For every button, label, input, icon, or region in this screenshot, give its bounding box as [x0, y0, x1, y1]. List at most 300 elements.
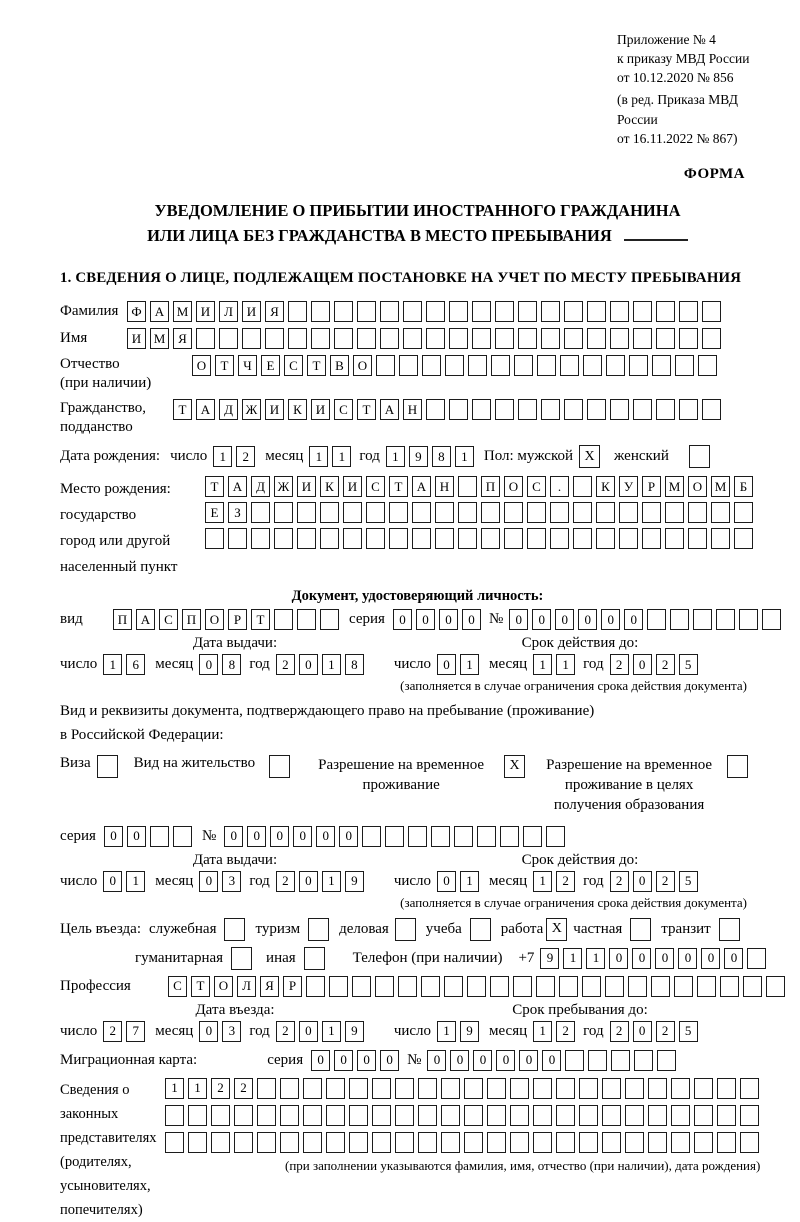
char-cell[interactable] [633, 328, 652, 349]
char-cell[interactable] [711, 502, 730, 523]
char-cell[interactable] [675, 355, 694, 376]
char-cell[interactable]: 0 [299, 871, 318, 892]
char-cell[interactable]: 1 [322, 871, 341, 892]
char-cell[interactable] [211, 1105, 230, 1126]
char-cell[interactable]: 0 [542, 1050, 561, 1071]
char-cell[interactable] [559, 976, 578, 997]
char-cell[interactable] [320, 502, 339, 523]
char-cell[interactable] [656, 328, 675, 349]
char-cell[interactable]: 3 [222, 871, 241, 892]
char-cell[interactable]: С [159, 609, 178, 630]
char-cell[interactable] [165, 1105, 184, 1126]
char-cell[interactable]: М [173, 301, 192, 322]
char-cell[interactable] [412, 528, 431, 549]
char-cell[interactable]: 0 [199, 871, 218, 892]
char-cell[interactable] [602, 1105, 621, 1126]
char-cell[interactable] [628, 976, 647, 997]
char-cell[interactable] [740, 1105, 759, 1126]
char-cell[interactable]: О [205, 609, 224, 630]
char-cell[interactable]: А [196, 399, 215, 420]
char-cell[interactable] [349, 1132, 368, 1153]
char-cell[interactable] [412, 502, 431, 523]
checkbox-visa[interactable] [97, 755, 118, 778]
char-cell[interactable] [648, 1105, 667, 1126]
char-cell[interactable] [274, 609, 293, 630]
char-cell[interactable] [234, 1132, 253, 1153]
char-cell[interactable] [481, 502, 500, 523]
char-cell[interactable] [288, 328, 307, 349]
char-cell[interactable] [219, 328, 238, 349]
char-cell[interactable]: 0 [633, 871, 652, 892]
char-cell[interactable] [329, 976, 348, 997]
char-cell[interactable] [395, 1078, 414, 1099]
char-cell[interactable] [477, 826, 496, 847]
char-cell[interactable]: И [265, 399, 284, 420]
char-cell[interactable] [550, 528, 569, 549]
char-cell[interactable] [257, 1078, 276, 1099]
char-cell[interactable] [665, 528, 684, 549]
char-cell[interactable]: 0 [555, 609, 574, 630]
checkbox-purpose-business[interactable] [395, 918, 416, 941]
char-cell[interactable] [408, 826, 427, 847]
char-cell[interactable]: С [284, 355, 303, 376]
char-cell[interactable] [533, 1132, 552, 1153]
char-cell[interactable] [537, 355, 556, 376]
char-cell[interactable] [366, 502, 385, 523]
char-cell[interactable]: 2 [656, 654, 675, 675]
char-cell[interactable] [546, 826, 565, 847]
char-cell[interactable]: 0 [724, 948, 743, 969]
char-cell[interactable] [573, 502, 592, 523]
char-cell[interactable]: 2 [556, 871, 575, 892]
char-cell[interactable] [495, 328, 514, 349]
char-cell[interactable] [611, 1050, 630, 1071]
char-cell[interactable] [642, 502, 661, 523]
char-cell[interactable]: 1 [460, 654, 479, 675]
char-cell[interactable] [334, 301, 353, 322]
char-cell[interactable]: 0 [633, 654, 652, 675]
char-cell[interactable] [297, 502, 316, 523]
char-cell[interactable] [349, 1105, 368, 1126]
char-cell[interactable] [441, 1078, 460, 1099]
char-cell[interactable] [449, 328, 468, 349]
char-cell[interactable]: 1 [309, 446, 328, 467]
char-cell[interactable] [389, 528, 408, 549]
char-cell[interactable]: 2 [276, 871, 295, 892]
char-cell[interactable] [464, 1105, 483, 1126]
char-cell[interactable] [395, 1105, 414, 1126]
char-cell[interactable]: И [297, 476, 316, 497]
char-cell[interactable]: 0 [270, 826, 289, 847]
char-cell[interactable]: Т [173, 399, 192, 420]
char-cell[interactable] [605, 976, 624, 997]
char-cell[interactable] [205, 528, 224, 549]
char-cell[interactable] [491, 355, 510, 376]
char-cell[interactable] [541, 399, 560, 420]
char-cell[interactable]: 9 [345, 871, 364, 892]
char-cell[interactable]: С [168, 976, 187, 997]
char-cell[interactable] [418, 1132, 437, 1153]
char-cell[interactable]: 0 [496, 1050, 515, 1071]
char-cell[interactable]: 0 [103, 871, 122, 892]
char-cell[interactable]: 0 [655, 948, 674, 969]
char-cell[interactable] [257, 1105, 276, 1126]
char-cell[interactable] [734, 502, 753, 523]
char-cell[interactable] [274, 528, 293, 549]
char-cell[interactable] [426, 399, 445, 420]
char-cell[interactable]: 2 [211, 1078, 230, 1099]
checkbox-purpose-private[interactable] [630, 918, 651, 941]
char-cell[interactable]: 9 [409, 446, 428, 467]
char-cell[interactable] [679, 328, 698, 349]
char-cell[interactable]: 8 [222, 654, 241, 675]
char-cell[interactable] [444, 976, 463, 997]
char-cell[interactable] [743, 976, 762, 997]
char-cell[interactable] [196, 328, 215, 349]
char-cell[interactable] [464, 1078, 483, 1099]
char-cell[interactable]: 0 [299, 654, 318, 675]
char-cell[interactable] [541, 328, 560, 349]
char-cell[interactable] [303, 1078, 322, 1099]
char-cell[interactable]: Т [205, 476, 224, 497]
char-cell[interactable] [671, 1105, 690, 1126]
char-cell[interactable]: А [150, 301, 169, 322]
char-cell[interactable]: 0 [701, 948, 720, 969]
char-cell[interactable] [504, 502, 523, 523]
char-cell[interactable] [606, 355, 625, 376]
char-cell[interactable]: 1 [455, 446, 474, 467]
char-cell[interactable] [762, 609, 781, 630]
char-cell[interactable] [441, 1105, 460, 1126]
checkbox-purpose-other[interactable] [304, 947, 325, 970]
char-cell[interactable] [711, 528, 730, 549]
checkbox-female[interactable] [689, 445, 710, 468]
checkbox-purpose-tourism[interactable] [308, 918, 329, 941]
char-cell[interactable] [697, 976, 716, 997]
char-cell[interactable]: П [481, 476, 500, 497]
char-cell[interactable]: Р [642, 476, 661, 497]
char-cell[interactable] [165, 1132, 184, 1153]
char-cell[interactable] [671, 1132, 690, 1153]
char-cell[interactable]: В [330, 355, 349, 376]
char-cell[interactable] [610, 301, 629, 322]
char-cell[interactable] [454, 826, 473, 847]
char-cell[interactable] [625, 1078, 644, 1099]
char-cell[interactable]: Ж [242, 399, 261, 420]
char-cell[interactable] [389, 502, 408, 523]
char-cell[interactable] [418, 1105, 437, 1126]
char-cell[interactable]: 1 [332, 446, 351, 467]
char-cell[interactable] [541, 301, 560, 322]
char-cell[interactable]: Н [435, 476, 454, 497]
char-cell[interactable] [242, 328, 261, 349]
char-cell[interactable] [449, 301, 468, 322]
char-cell[interactable] [421, 976, 440, 997]
char-cell[interactable] [426, 328, 445, 349]
char-cell[interactable] [490, 976, 509, 997]
char-cell[interactable]: 1 [533, 654, 552, 675]
char-cell[interactable] [665, 502, 684, 523]
char-cell[interactable]: С [366, 476, 385, 497]
char-cell[interactable] [487, 1132, 506, 1153]
char-cell[interactable]: О [192, 355, 211, 376]
char-cell[interactable] [717, 1105, 736, 1126]
char-cell[interactable] [435, 528, 454, 549]
char-cell[interactable] [579, 1078, 598, 1099]
char-cell[interactable]: Р [283, 976, 302, 997]
char-cell[interactable] [625, 1132, 644, 1153]
char-cell[interactable] [357, 328, 376, 349]
char-cell[interactable] [629, 355, 648, 376]
char-cell[interactable] [257, 1132, 276, 1153]
char-cell[interactable]: 2 [103, 1021, 122, 1042]
char-cell[interactable]: А [412, 476, 431, 497]
char-cell[interactable]: 2 [236, 446, 255, 467]
char-cell[interactable]: 0 [633, 1021, 652, 1042]
char-cell[interactable]: Д [219, 399, 238, 420]
char-cell[interactable] [481, 528, 500, 549]
char-cell[interactable] [527, 528, 546, 549]
checkbox-purpose-work[interactable]: X [546, 918, 567, 941]
char-cell[interactable] [366, 528, 385, 549]
char-cell[interactable]: 5 [679, 1021, 698, 1042]
char-cell[interactable] [380, 301, 399, 322]
char-cell[interactable]: 0 [437, 871, 456, 892]
char-cell[interactable] [633, 301, 652, 322]
char-cell[interactable]: 0 [532, 609, 551, 630]
char-cell[interactable]: 1 [556, 654, 575, 675]
char-cell[interactable] [311, 328, 330, 349]
char-cell[interactable] [449, 399, 468, 420]
char-cell[interactable] [587, 328, 606, 349]
char-cell[interactable] [588, 1050, 607, 1071]
char-cell[interactable] [702, 399, 721, 420]
char-cell[interactable]: 5 [679, 871, 698, 892]
char-cell[interactable] [533, 1078, 552, 1099]
char-cell[interactable] [716, 609, 735, 630]
char-cell[interactable] [688, 528, 707, 549]
char-cell[interactable]: 2 [656, 871, 675, 892]
char-cell[interactable]: 0 [427, 1050, 446, 1071]
char-cell[interactable]: . [550, 476, 569, 497]
char-cell[interactable] [372, 1105, 391, 1126]
char-cell[interactable] [150, 826, 169, 847]
char-cell[interactable]: 6 [126, 654, 145, 675]
char-cell[interactable]: Я [260, 976, 279, 997]
char-cell[interactable]: Я [173, 328, 192, 349]
char-cell[interactable] [297, 609, 316, 630]
char-cell[interactable]: 0 [293, 826, 312, 847]
char-cell[interactable] [642, 528, 661, 549]
char-cell[interactable]: 1 [533, 871, 552, 892]
char-cell[interactable] [458, 528, 477, 549]
char-cell[interactable]: Я [265, 301, 284, 322]
char-cell[interactable] [251, 528, 270, 549]
char-cell[interactable] [418, 1078, 437, 1099]
char-cell[interactable] [311, 301, 330, 322]
char-cell[interactable]: 0 [199, 1021, 218, 1042]
char-cell[interactable]: К [320, 476, 339, 497]
char-cell[interactable] [188, 1132, 207, 1153]
char-cell[interactable] [510, 1105, 529, 1126]
char-cell[interactable]: Т [251, 609, 270, 630]
char-cell[interactable]: И [311, 399, 330, 420]
char-cell[interactable] [357, 301, 376, 322]
char-cell[interactable] [679, 301, 698, 322]
char-cell[interactable] [564, 399, 583, 420]
char-cell[interactable]: Т [191, 976, 210, 997]
char-cell[interactable] [422, 355, 441, 376]
char-cell[interactable]: 0 [450, 1050, 469, 1071]
char-cell[interactable] [556, 1132, 575, 1153]
char-cell[interactable] [234, 1105, 253, 1126]
char-cell[interactable] [688, 502, 707, 523]
char-cell[interactable]: 0 [632, 948, 651, 969]
char-cell[interactable] [320, 609, 339, 630]
char-cell[interactable] [573, 476, 592, 497]
char-cell[interactable] [602, 1132, 621, 1153]
char-cell[interactable] [693, 609, 712, 630]
char-cell[interactable] [740, 1078, 759, 1099]
char-cell[interactable] [533, 1105, 552, 1126]
char-cell[interactable]: 2 [556, 1021, 575, 1042]
char-cell[interactable]: 8 [432, 446, 451, 467]
char-cell[interactable] [487, 1078, 506, 1099]
char-cell[interactable]: 1 [586, 948, 605, 969]
char-cell[interactable] [565, 1050, 584, 1071]
char-cell[interactable] [395, 1132, 414, 1153]
char-cell[interactable] [596, 528, 615, 549]
char-cell[interactable]: 0 [437, 654, 456, 675]
char-cell[interactable] [334, 328, 353, 349]
char-cell[interactable] [385, 826, 404, 847]
char-cell[interactable] [326, 1078, 345, 1099]
char-cell[interactable] [610, 399, 629, 420]
char-cell[interactable] [702, 301, 721, 322]
char-cell[interactable]: К [288, 399, 307, 420]
char-cell[interactable] [523, 826, 542, 847]
char-cell[interactable] [326, 1105, 345, 1126]
char-cell[interactable] [740, 1132, 759, 1153]
char-cell[interactable] [634, 1050, 653, 1071]
char-cell[interactable]: 0 [247, 826, 266, 847]
char-cell[interactable]: П [113, 609, 132, 630]
char-cell[interactable]: И [127, 328, 146, 349]
char-cell[interactable]: 0 [357, 1050, 376, 1071]
char-cell[interactable]: 2 [610, 654, 629, 675]
char-cell[interactable]: 0 [416, 609, 435, 630]
char-cell[interactable]: 0 [104, 826, 123, 847]
char-cell[interactable] [297, 528, 316, 549]
char-cell[interactable] [468, 355, 487, 376]
char-cell[interactable] [766, 976, 785, 997]
char-cell[interactable] [694, 1132, 713, 1153]
char-cell[interactable] [487, 1105, 506, 1126]
char-cell[interactable]: 1 [126, 871, 145, 892]
char-cell[interactable]: 2 [610, 871, 629, 892]
char-cell[interactable] [582, 976, 601, 997]
char-cell[interactable]: О [688, 476, 707, 497]
char-cell[interactable] [399, 355, 418, 376]
char-cell[interactable]: Е [205, 502, 224, 523]
char-cell[interactable]: 0 [199, 654, 218, 675]
char-cell[interactable] [343, 528, 362, 549]
char-cell[interactable] [349, 1078, 368, 1099]
char-cell[interactable]: 0 [127, 826, 146, 847]
checkbox-temp-residence[interactable]: X [504, 755, 525, 778]
char-cell[interactable] [403, 328, 422, 349]
char-cell[interactable] [536, 976, 555, 997]
char-cell[interactable] [633, 399, 652, 420]
char-cell[interactable] [362, 826, 381, 847]
char-cell[interactable] [527, 502, 546, 523]
char-cell[interactable] [702, 328, 721, 349]
char-cell[interactable]: М [665, 476, 684, 497]
char-cell[interactable]: 0 [601, 609, 620, 630]
char-cell[interactable] [747, 948, 766, 969]
char-cell[interactable] [280, 1105, 299, 1126]
char-cell[interactable]: 2 [276, 1021, 295, 1042]
char-cell[interactable]: 1 [188, 1078, 207, 1099]
char-cell[interactable] [472, 399, 491, 420]
char-cell[interactable]: 9 [460, 1021, 479, 1042]
checkbox-purpose-humanitarian[interactable] [231, 947, 252, 970]
char-cell[interactable]: Р [228, 609, 247, 630]
char-cell[interactable] [560, 355, 579, 376]
char-cell[interactable] [472, 328, 491, 349]
char-cell[interactable]: 0 [339, 826, 358, 847]
char-cell[interactable] [211, 1132, 230, 1153]
char-cell[interactable] [403, 301, 422, 322]
checkbox-purpose-official[interactable] [224, 918, 245, 941]
char-cell[interactable] [514, 355, 533, 376]
char-cell[interactable]: Ч [238, 355, 257, 376]
char-cell[interactable] [625, 1105, 644, 1126]
char-cell[interactable] [670, 609, 689, 630]
char-cell[interactable]: 0 [609, 948, 628, 969]
char-cell[interactable]: 5 [679, 654, 698, 675]
char-cell[interactable]: Л [219, 301, 238, 322]
char-cell[interactable]: 1 [460, 871, 479, 892]
char-cell[interactable] [739, 609, 758, 630]
char-cell[interactable] [674, 976, 693, 997]
char-cell[interactable]: 8 [345, 654, 364, 675]
char-cell[interactable]: 2 [276, 654, 295, 675]
char-cell[interactable] [583, 355, 602, 376]
char-cell[interactable] [648, 1078, 667, 1099]
char-cell[interactable] [441, 1132, 460, 1153]
char-cell[interactable] [656, 301, 675, 322]
char-cell[interactable]: 0 [393, 609, 412, 630]
char-cell[interactable]: 0 [439, 609, 458, 630]
char-cell[interactable] [228, 528, 247, 549]
char-cell[interactable]: К [596, 476, 615, 497]
char-cell[interactable] [587, 399, 606, 420]
char-cell[interactable]: И [242, 301, 261, 322]
char-cell[interactable] [579, 1132, 598, 1153]
char-cell[interactable] [380, 328, 399, 349]
char-cell[interactable] [288, 301, 307, 322]
char-cell[interactable]: 1 [563, 948, 582, 969]
char-cell[interactable]: Т [357, 399, 376, 420]
char-cell[interactable] [320, 528, 339, 549]
char-cell[interactable]: 0 [578, 609, 597, 630]
char-cell[interactable]: 0 [624, 609, 643, 630]
char-cell[interactable] [265, 328, 284, 349]
checkbox-purpose-study[interactable] [470, 918, 491, 941]
char-cell[interactable] [587, 301, 606, 322]
char-cell[interactable] [426, 301, 445, 322]
